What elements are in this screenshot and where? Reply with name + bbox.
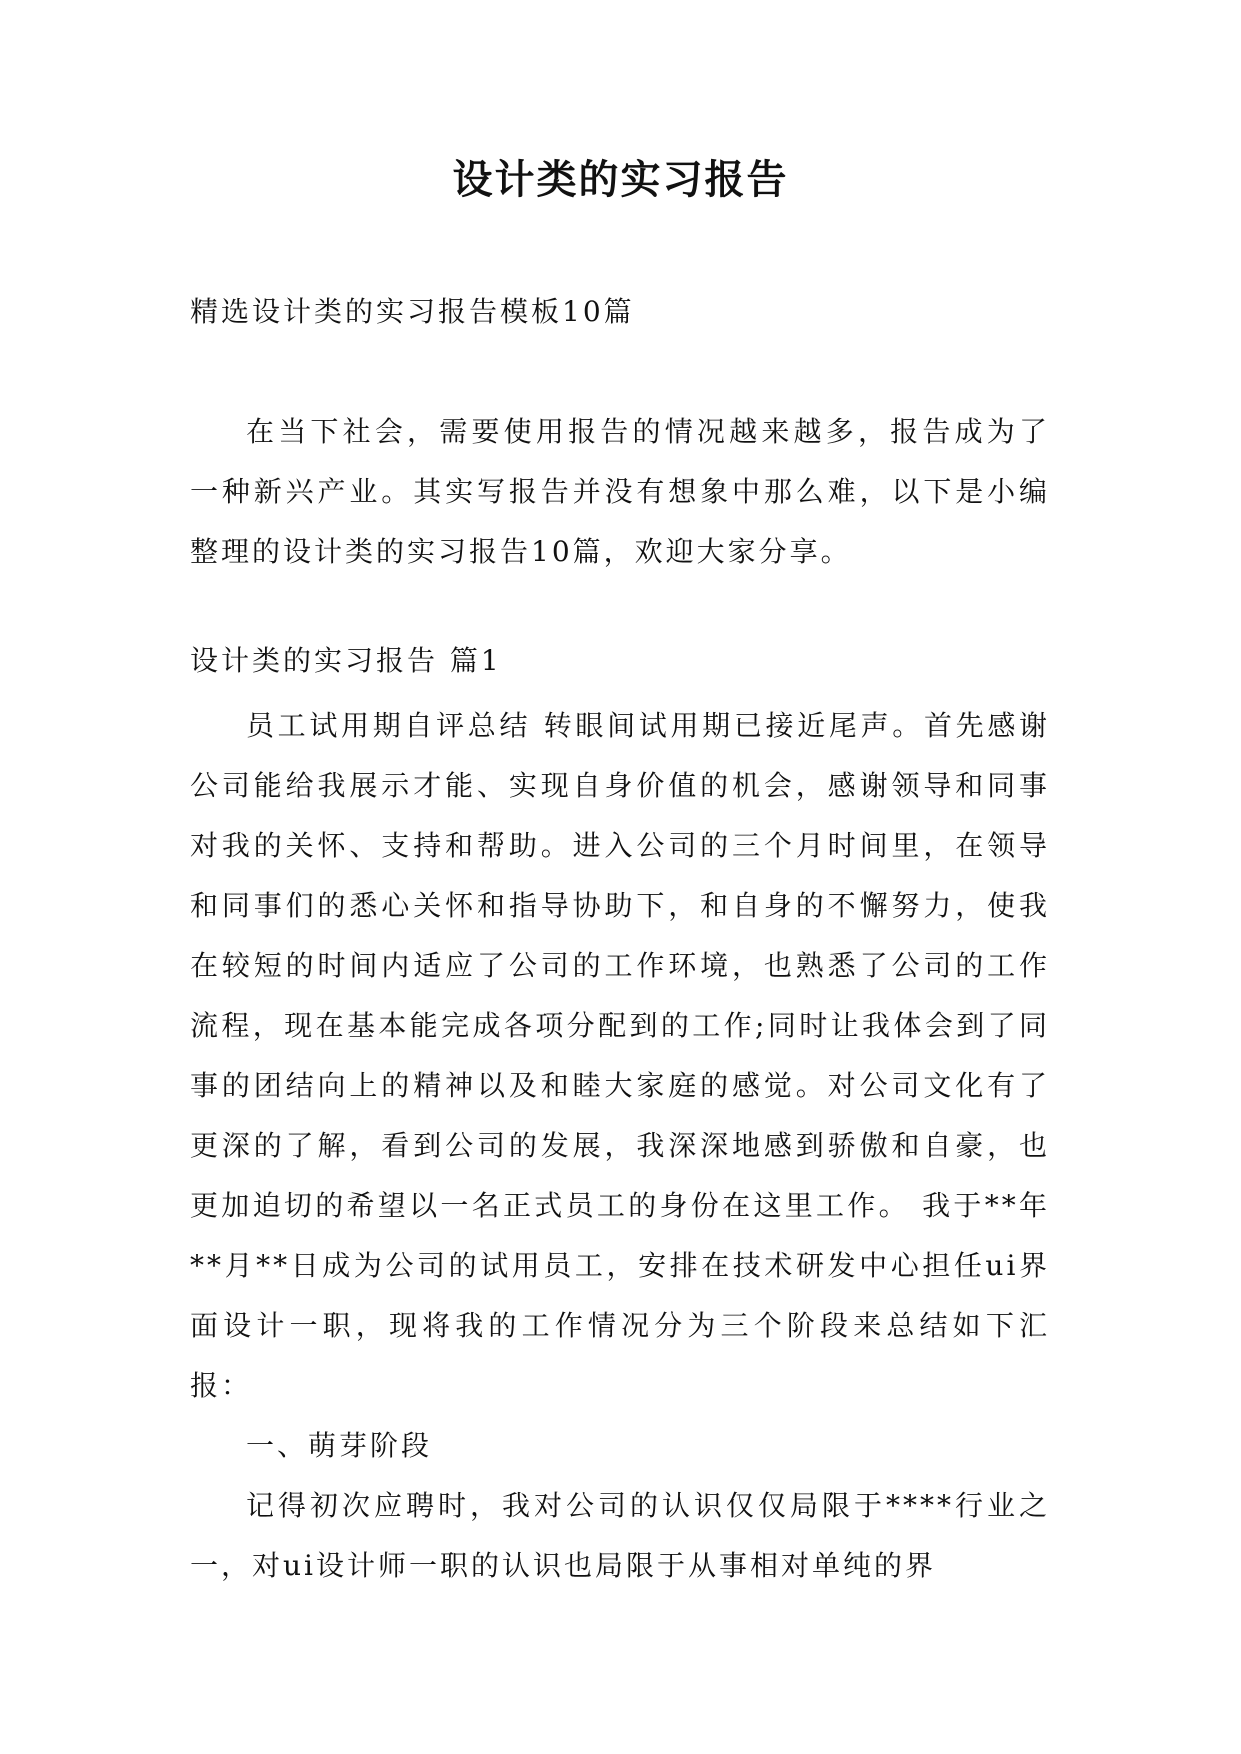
- body-paragraph-1: 员工试用期自评总结 转眼间试用期已接近尾声。首先感谢公司能给我展示才能、实现自身价值的机会，感谢领导和同事对我的关怀、支持和帮助。进入公司的三个月时间里，在领导和同事们的悉心关怀和指导协助下，和自身的不懈努力，使我在较短的时间内适应了公司的工作环境，也熟悉了公司的工作流程，现在基本能完成各项分配到的工作;同时让我体会到了同事的团结向上的精神以及和睦大家庭的感觉。对公司文化有了更深的了解，看到公司的发展，我深深地感到骄傲和自豪，也更加迫切的希望以一名正式员工的身份在这里工作。 我于**年**月**日成为公司的试用员工，安排在技术研发中心担任ui界面设计一职，现将我的工作情况分为三个阶段来总结如下汇报：: [190, 709, 1050, 1402]
- main-body: [190, 696, 1050, 1596]
- section-heading: 设计类的实习报告 篇1: [190, 644, 502, 677]
- intro-paragraph: 在当下社会，需要使用报告的情况越来越多，报告成为了一种新兴产业。其实写报告并没有想象中那么难，以下是小编整理的设计类的实习报告10篇，欢迎大家分享。: [190, 415, 1050, 568]
- intro-block: [190, 402, 1050, 582]
- body-paragraph-2: 记得初次应聘时，我对公司的认识仅仅局限于****行业之一，对ui设计师一职的认识也局限于从事相对单纯的界: [190, 1489, 1050, 1582]
- document-subtitle: 精选设计类的实习报告模板10篇: [190, 295, 635, 328]
- document-title: 设计类的实习报告: [452, 156, 789, 203]
- stage-heading: 一、萌芽阶段: [246, 1429, 433, 1462]
